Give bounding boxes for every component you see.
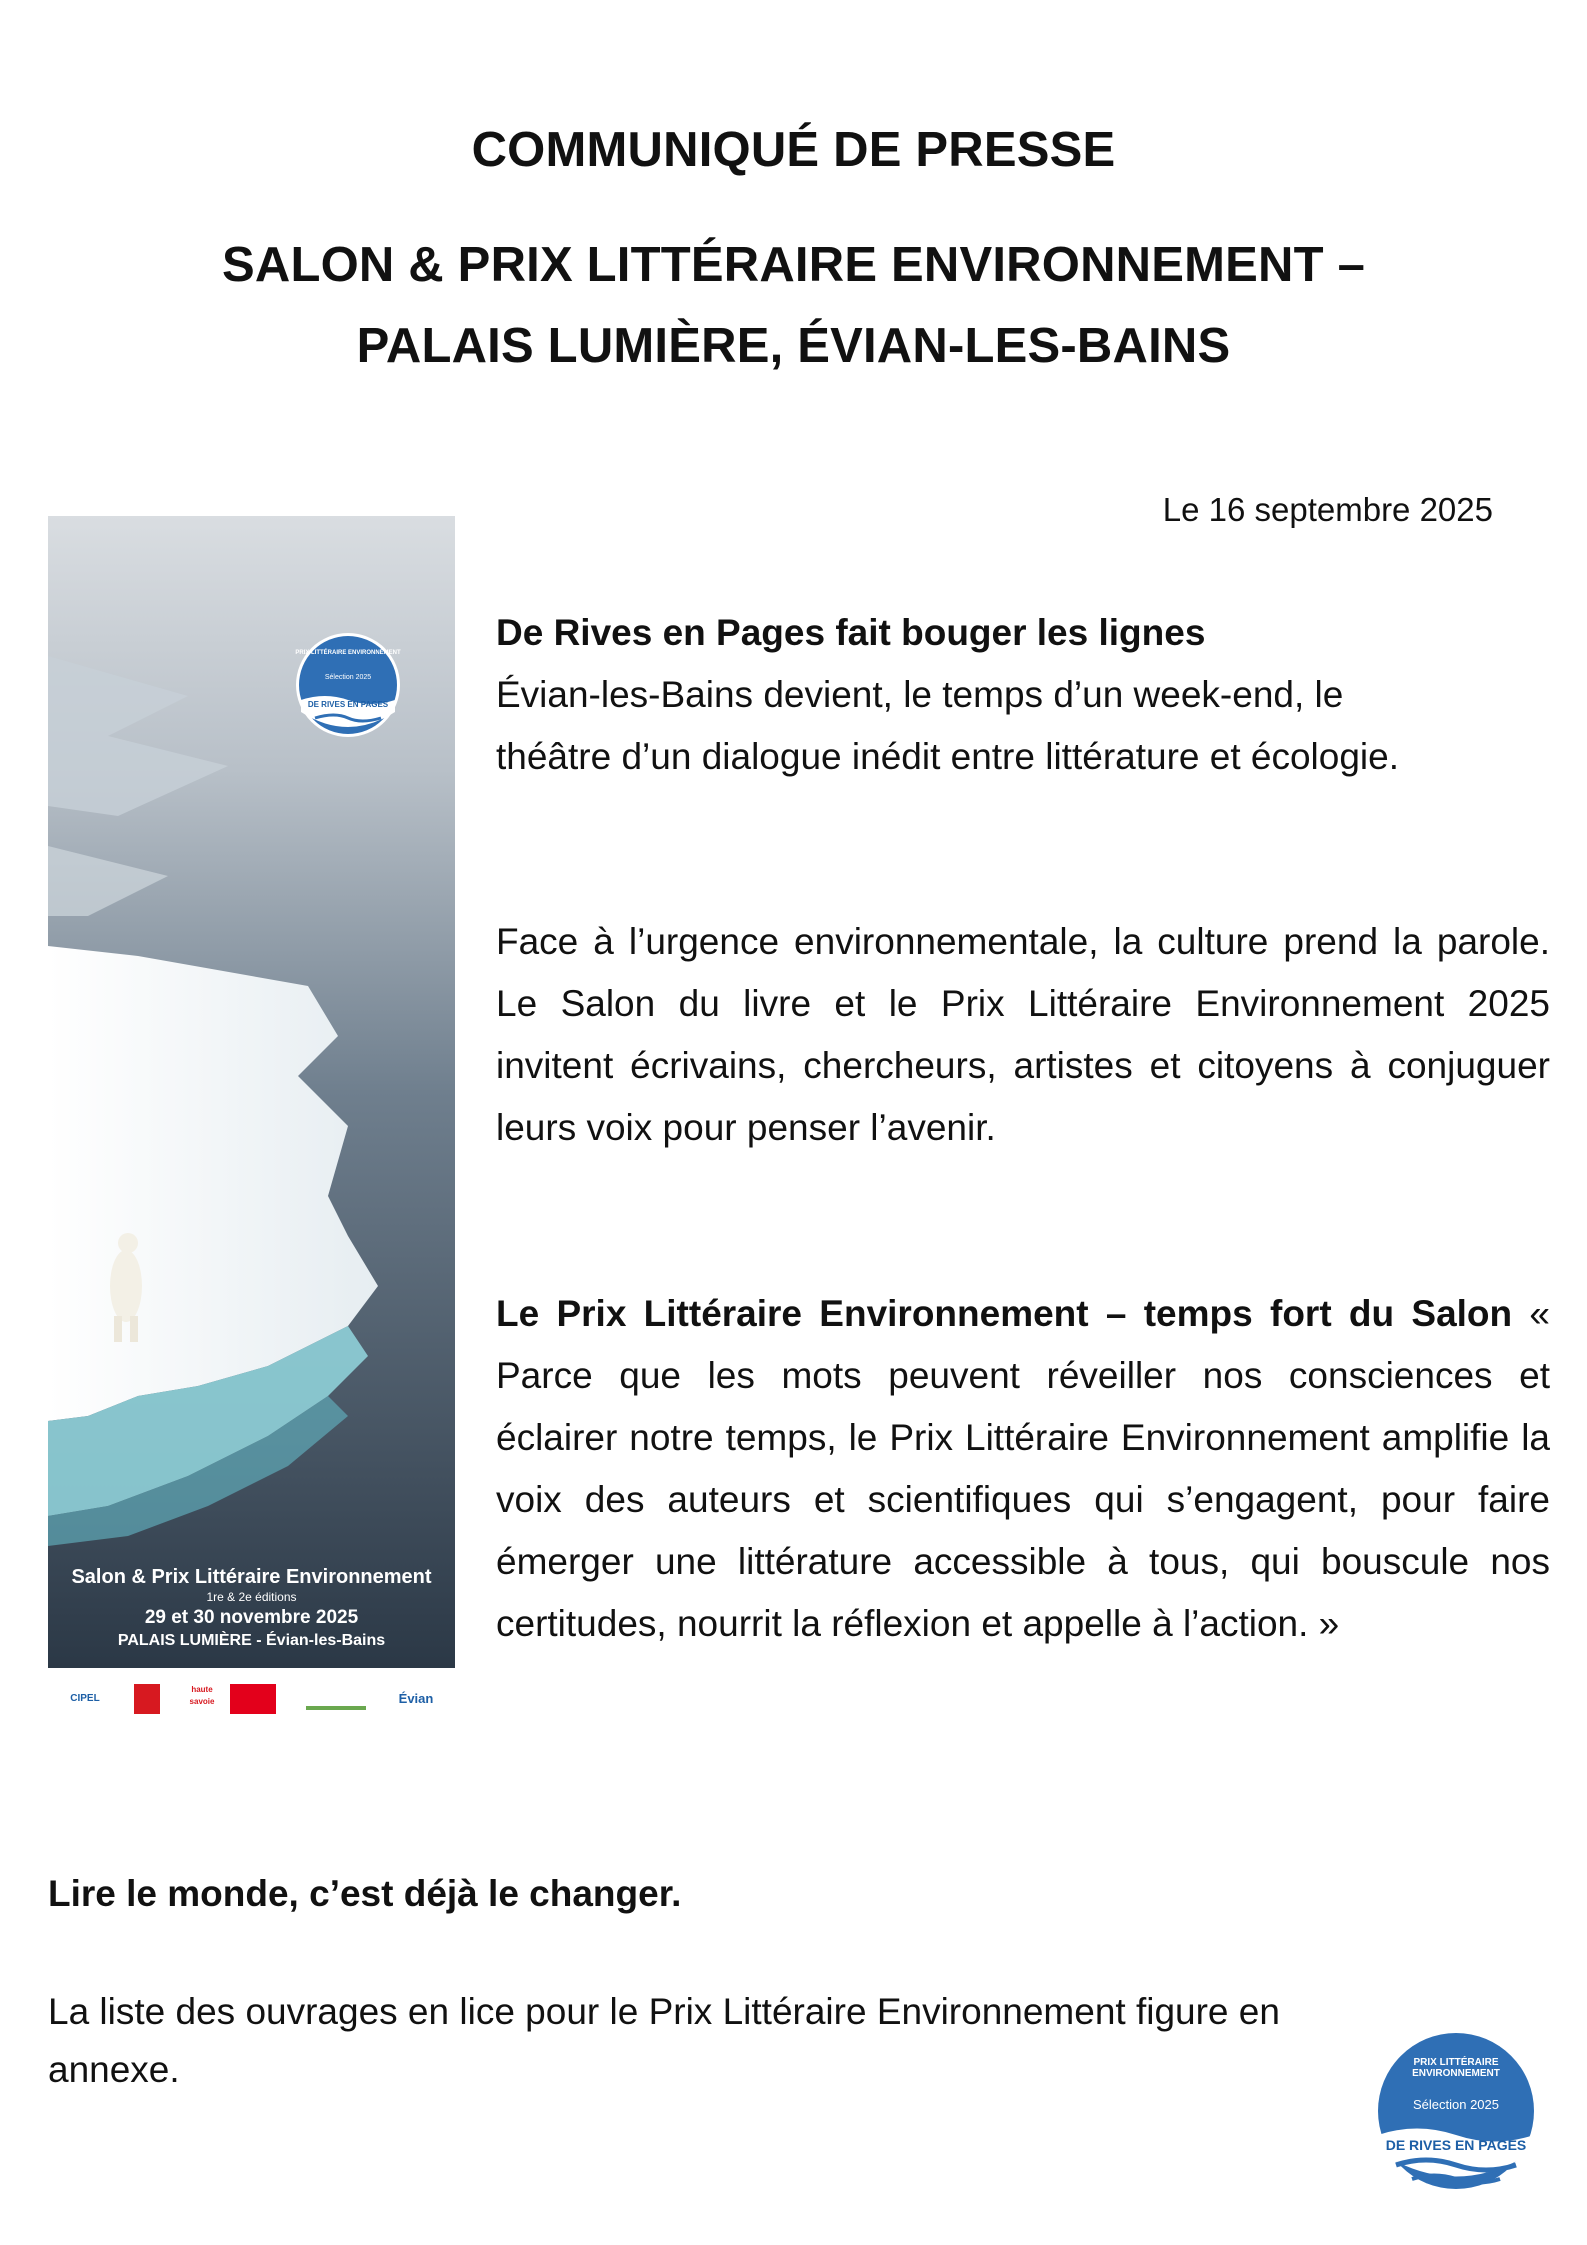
logo-evian: Évian (398, 1691, 434, 1706)
badge-name: DE RIVES EN PAGES (307, 700, 389, 709)
badge-circle-icon (295, 632, 401, 738)
annex-note: La liste des ouvrages en lice pour le Prix Littéraire Environnement figure en annexe. (48, 1991, 1280, 2090)
logo-partner-red (230, 1684, 276, 1714)
title-venue: PALAIS LUMIÈRE, ÉVIAN-LES-BAINS (356, 319, 1231, 373)
footer-badge (1372, 2027, 1540, 2195)
section-intro-heading: De Rives en Pages fait bouger les lignes (496, 612, 1206, 653)
title-event: SALON & PRIX LITTÉRAIRE ENVIRONNEMENT – (221, 238, 1366, 292)
poster-badge (295, 632, 401, 738)
logo-cipel: CIPEL (70, 1693, 100, 1704)
press-date: Le 16 septembre 2025 (1162, 491, 1493, 528)
section-intro (496, 602, 1550, 788)
poster-dates: 29 et 30 novembre 2025 (144, 1607, 359, 1628)
poster-editions: 1re & 2e éditions (206, 1590, 297, 1604)
footer-badge-title: PRIX LITTÉRAIRE ENVIRONNEMENT (1412, 2057, 1500, 2079)
logo-region (134, 1684, 160, 1714)
title-press-release: COMMUNIQUÉ DE PRESSE (471, 123, 1116, 177)
logo-haute-savoie: haute savoie (189, 1685, 215, 1706)
partner-logos (58, 1684, 448, 1720)
poster-venue: PALAIS LUMIÈRE - Évian-les-Bains (117, 1632, 386, 1649)
footer-badge-selection: Sélection 2025 (1412, 2097, 1499, 2112)
section-intro-lead: Évian-les-Bains devient, le temps d’un week-end, le (496, 674, 1344, 715)
section-prize (496, 1283, 1550, 1655)
section-prize-heading: Le Prix Littéraire Environnement – temps fort du Salon (496, 1293, 1513, 1334)
event-poster (48, 516, 455, 1668)
section-culture (496, 911, 1550, 1159)
logo-pays-evian (306, 1692, 366, 1710)
badge-selection: Sélection 2025 (324, 674, 372, 681)
motto: Lire le monde, c’est déjà le changer. (48, 1873, 682, 1914)
section-prize-paragraph (496, 1283, 1550, 1655)
poster-title: Salon & Prix Littéraire Environnement (71, 1566, 432, 1588)
section-culture-text: Face à l’urgence environnementale, la culture prend la parole. Le Salon du livre et le Prix Littéraire Environnement 2025 invitent écrivains, chercheurs, artistes et citoyens à conjuguer leurs voix pour penser l’avenir. (496, 921, 1550, 1148)
footer-badge-name: DE RIVES EN PAGES (1385, 2137, 1527, 2153)
badge-title: PRIX LITTÉRAIRE ENVIRONNEMENT (295, 650, 401, 656)
section-intro-text: théâtre d’un dialogue inédit entre littérature et écologie. (496, 736, 1399, 777)
section-prize-text: « Parce que les mots peuvent réveiller nos consciences et éclairer notre temps, le Prix Littéraire Environnement amplifie la voix des auteurs et scientifiques qui s’engagent, pour faire émerger une littérature accessible à tous, qui bouscule nos certitudes, nourrit la réflexion et appelle à l’action. » (496, 1293, 1550, 1644)
